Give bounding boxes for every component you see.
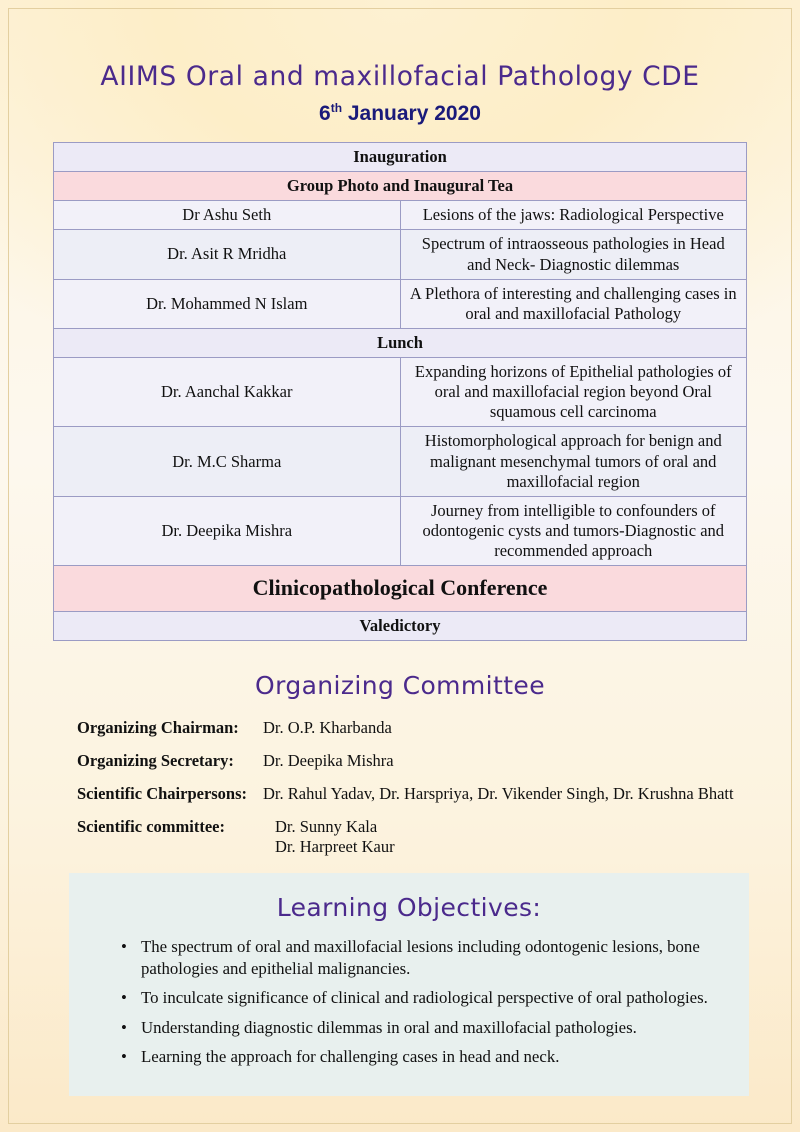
schedule-band-label: Valedictory (54, 611, 747, 640)
oc-label: Organizing Secretary: (77, 751, 234, 771)
schedule-speaker: Dr. Aanchal Kakkar (54, 358, 401, 427)
oc-label: Scientific Chairpersons: (77, 784, 248, 804)
table-row (54, 230, 747, 279)
table-row (54, 427, 747, 496)
oc-value-line: Dr. Harpreet Kaur (275, 837, 395, 857)
schedule-topic: Lesions of the jaws: Radiological Perspective (400, 201, 747, 230)
list-item: • To inculcate significance of clinical and radiological perspective of oral pathologies. (119, 987, 719, 1009)
table-row (54, 358, 747, 427)
list-item (77, 751, 791, 771)
event-date-day: 6 (319, 102, 331, 125)
page-title: AIIMS Oral and maxillofacial Pathology CDE (100, 61, 700, 92)
schedule-topic: Expanding horizons of Epithelial pathologies of oral and maxillofacial region beyond Oral squamous cell carcinoma (400, 358, 747, 427)
event-date-ordinal: th (330, 101, 343, 115)
event-date-rest: January 2020 (342, 102, 481, 125)
oc-value: Dr. O.P. Kharbanda (263, 718, 392, 738)
list-item (77, 784, 791, 804)
learning-objectives-list (69, 936, 749, 1068)
schedule-topic: Spectrum of intraosseous pathologies in Head and Neck- Diagnostic dilemmas (400, 230, 747, 279)
table-row (54, 201, 747, 230)
table-row (54, 279, 747, 328)
poster-border (8, 8, 792, 1124)
event-date (9, 101, 791, 126)
oc-value-line: Dr. Sunny Kala (275, 817, 378, 837)
list-item: • Learning the approach for challenging cases in head and neck. (119, 1046, 719, 1068)
schedule-speaker: Dr. Deepika Mishra (54, 496, 401, 565)
table-row (54, 143, 747, 172)
oc-label: Organizing Chairman: (77, 718, 239, 738)
learning-objectives-title: Learning Objectives: (276, 893, 542, 922)
schedule-topic: A Plethora of interesting and challenging cases in oral and maxillofacial Pathology (400, 279, 747, 328)
schedule-band-label: Lunch (54, 328, 747, 357)
schedule-band-label: Inauguration (54, 143, 747, 172)
table-row (54, 496, 747, 565)
table-row (54, 328, 747, 357)
schedule-speaker: Dr Ashu Seth (54, 201, 401, 230)
schedule-topic: Journey from intelligible to confounders of odontogenic cysts and tumors-Diagnostic and recommended approach (400, 496, 747, 565)
list-item: • Understanding diagnostic dilemmas in oral and maxillofacial pathologies. (119, 1017, 719, 1039)
organizing-committee-list (77, 718, 791, 857)
list-item: • The spectrum of oral and maxillofacial lesions including odontogenic lesions, bone pathologies and epithelial malignancies. (119, 936, 719, 979)
list-item (77, 817, 791, 857)
schedule-speaker: Dr. M.C Sharma (54, 427, 401, 496)
table-row (54, 172, 747, 201)
schedule-topic: Histomorphological approach for benign and malignant mesenchymal tumors of oral and maxillofacial region (400, 427, 747, 496)
schedule-band-label: Clinicopathological Conference (54, 566, 747, 612)
organizing-committee-title: Organizing Committee (255, 671, 545, 701)
list-item (77, 718, 791, 738)
oc-value: Dr. Rahul Yadav, Dr. Harspriya, Dr. Vikender Singh, Dr. Krushna Bhatt (263, 784, 734, 804)
oc-value (263, 817, 791, 857)
schedule-speaker: Dr. Asit R Mridha (54, 230, 401, 279)
schedule-table (53, 142, 747, 641)
schedule-speaker: Dr. Mohammed N Islam (54, 279, 401, 328)
learning-objectives-box (69, 873, 749, 1096)
table-row (54, 566, 747, 612)
table-row (54, 611, 747, 640)
oc-value: Dr. Deepika Mishra (263, 751, 394, 771)
oc-label: Scientific committee: (77, 817, 225, 837)
schedule-band-label: Group Photo and Inaugural Tea (54, 172, 747, 201)
